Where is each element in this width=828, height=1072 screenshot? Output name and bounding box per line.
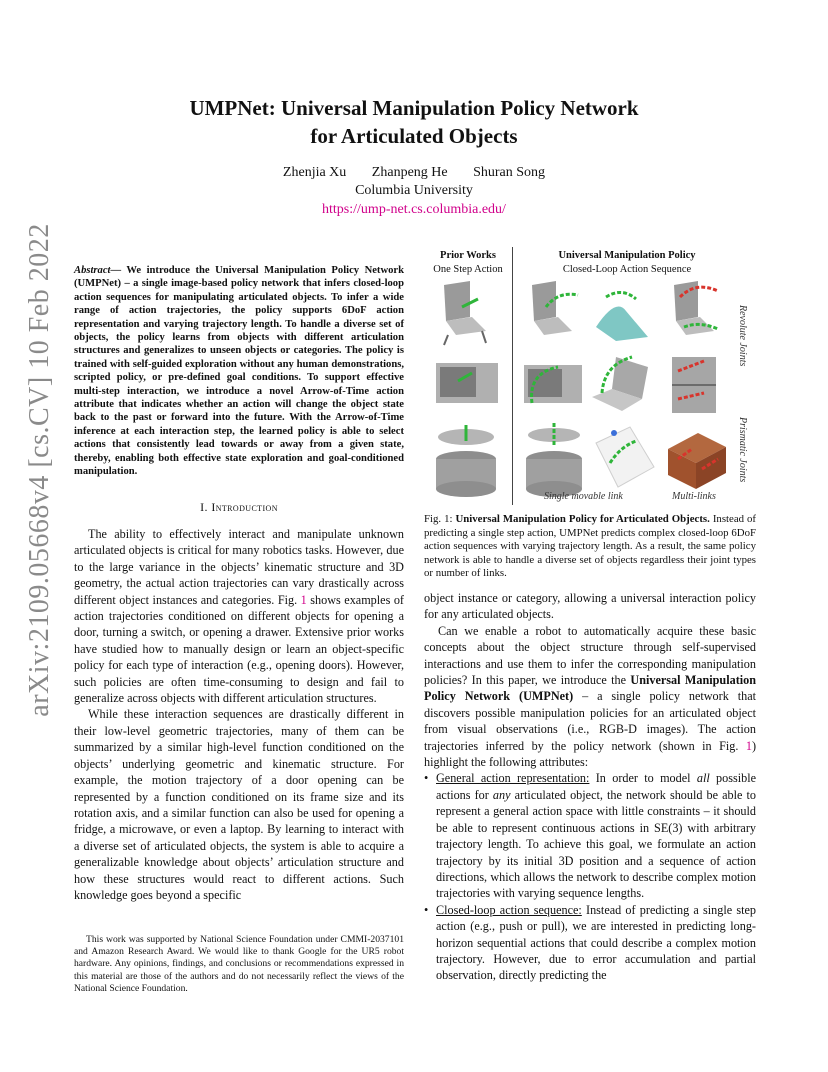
figure-ref-link[interactable]: 1	[300, 592, 307, 607]
right-column-body	[424, 590, 756, 984]
figure-caption: Fig. 1: Universal Manipulation Policy for Articulated Objects. Instead of predicting a single step action, UMPNet predicts complex closed-loop 6DoF action sequences with varying trajectory length. As a result, the same policy network is able to handle a diverse set of objects regardless their joint types or number of links.	[424, 513, 756, 580]
section-heading-introduction: I. Introduction	[200, 500, 278, 514]
figure-1	[426, 247, 752, 505]
single-movable-link-label: Single movable link	[544, 491, 623, 502]
abstract-text: — We introduce the Universal Manipulation Policy Network (UMPNet) – a single image-based policy network that infers closed-loop action sequences for manipulating articulated objects. To infer a wide range of action trajectories, the policy supports 6DoF action representation and varying trajectory length. To handle a diverse set of objects, the policy learns from objects with different articulation structures and generalizes to unseen objects or categories. The policy is trained with self-guided exploration without any human demonstrations, scripted policy, or pre-defined goal conditions. To support effective multi-step interaction, we introduce a novel Arrow-of-Time action attribute that indicates whether an action will change the object state back to the past or forward into the future. With the Arrow-of-Time inference at each interaction step, the learned policy is able to select actions that consistently lead towards or away from a given state, thereby, enabling both effective state exploration and goal-conditioned manipulation.	[74, 265, 404, 478]
footnote-text: This work was supported by National Science Foundation under CMMI-2037101 and Amazon Research Award. We would like to thank Google for the UR5 robot hardware. Any opinions, findings, and conclusions or recommendations expressed in this material are those of the authors and do not necessarily reflect the views of the National Science Foundation.	[74, 934, 404, 994]
footnote	[74, 934, 404, 995]
switch-sequence-image	[590, 423, 658, 493]
bullet-general-action: • General action representation: In order to model all possible actions for any articulated object, the network should be able to represent a general action space with little constraints – it should be able to represent continuous actions in SE(3) with arbitrary trajectory length. To achieve this goal, we formulate an action trajectory by its initial 3D position and a sequence of action directions, which allows the network to describe complex motion trajectories with varying sequence lengths.	[424, 771, 757, 901]
author-1: Zhenjia Xu	[282, 165, 347, 180]
abstract	[74, 264, 404, 479]
title-line-1: UMPNet: Universal Manipulation Policy Network	[189, 96, 639, 120]
figure-left-header: Prior Works One Step Action	[433, 250, 503, 275]
title-line-2: for Articulated Objects	[310, 124, 518, 148]
intro-paragraph-2: While these interaction sequences are drastically different in their low-level geometric trajectories, many of them can be summarized by a similar high-level function conditioned on the objects’ underlying geometric and kinematic structure. For example, the motion trajectory of a door opening can be represented by a function conditioned on its frame size and its rotation axis, and a similar function can also be used for opening a fridge, a microwave, or even a laptop. By learning to interact with a diverse set of articulated objects, the system is able to acquire a generalizable knowledge about objects’ articulation structure and how these structures would react to different actions. Such knowledge goes beyond a specific	[74, 707, 404, 902]
chair-multi-image	[660, 277, 730, 347]
chair-sequence-image	[518, 277, 590, 347]
microwave-one-step-image	[428, 353, 508, 415]
multi-links-label: Multi-links	[672, 491, 716, 502]
figure-ref-link[interactable]: 1	[745, 738, 752, 753]
abstract-label: Abstract	[74, 265, 111, 276]
figure-right-header: Universal Manipulation Policy Closed-Loop Action Sequence	[558, 250, 696, 275]
arxiv-side-stamp	[20, 180, 60, 760]
author-3: Shuran Song	[473, 165, 546, 180]
author-list	[100, 163, 728, 182]
prismatic-joints-label: Prismatic Joints	[737, 417, 748, 483]
project-url-link[interactable]: https://ump-net.cs.columbia.edu/	[322, 202, 506, 217]
cabinet-multi-image	[664, 351, 726, 417]
arxiv-identifier: arXiv:2109.05668v4 [cs.CV] 10 Feb 2022	[24, 223, 55, 717]
microwave-sequence-image	[518, 353, 590, 415]
revolute-joints-label: Revolute Joints	[737, 305, 748, 367]
section-title: Introduction	[211, 500, 278, 514]
intro-body	[74, 526, 404, 903]
right-paragraph-1: Can we enable a robot to automatically acquire these basic concepts about the object structure through self-supervised interactions and use them to infer the corresponding manipulation policies? In this paper, we introduce the Universal Manipulation Policy Network (UMPNet) – a single policy network that discovers possible manipulation policies for an articulated object from visual observations (i.e., RGB-D images). The action trajectories inferred by the policy network (shown in Fig. 1) highlight the following attributes:	[424, 623, 757, 770]
affiliation: Columbia University	[355, 183, 473, 198]
author-2: Zhanpeng He	[371, 165, 448, 180]
laptop-sequence-image	[586, 347, 658, 417]
pot-one-step-image	[430, 419, 508, 499]
right-paragraph-0: object instance or category, allowing a universal interaction policy for any articulated objects.	[424, 591, 756, 622]
intro-paragraph-1: The ability to effectively interact and manipulate unknown articulated objects is critical for many robotics tasks. However, due to the large variance in the objects’ kinematic structure and 3D geometry, the actual action trajectories can vary drastically across different object instances and categories. Fig. 1 shows examples of action trajectories conditioned on different objects for opening a door, turning a switch, or opening a drawer. Extensive prior works have studied how to manually design or learn an object-specific policy for each type of interaction (e.g., opening doors). However, such policies are often time-consuming to design and fail to generalize across objects with different articulation structures.	[74, 527, 404, 706]
bullet-closed-loop: • Closed-loop action sequence: Instead of predicting a single step action (e.g., push or pull), we are interested in predicting long-horizon sequential actions that could describe a complex motion trajectory. However, due to error accumulation and partial observation, directly predicting the	[424, 902, 756, 983]
figure-divider	[512, 247, 513, 505]
pot-sequence-image	[520, 419, 590, 499]
paper-title	[100, 94, 728, 150]
chair-one-step-image	[426, 277, 506, 347]
drawers-multi-image	[662, 423, 730, 493]
tap-sequence-image	[586, 277, 658, 347]
